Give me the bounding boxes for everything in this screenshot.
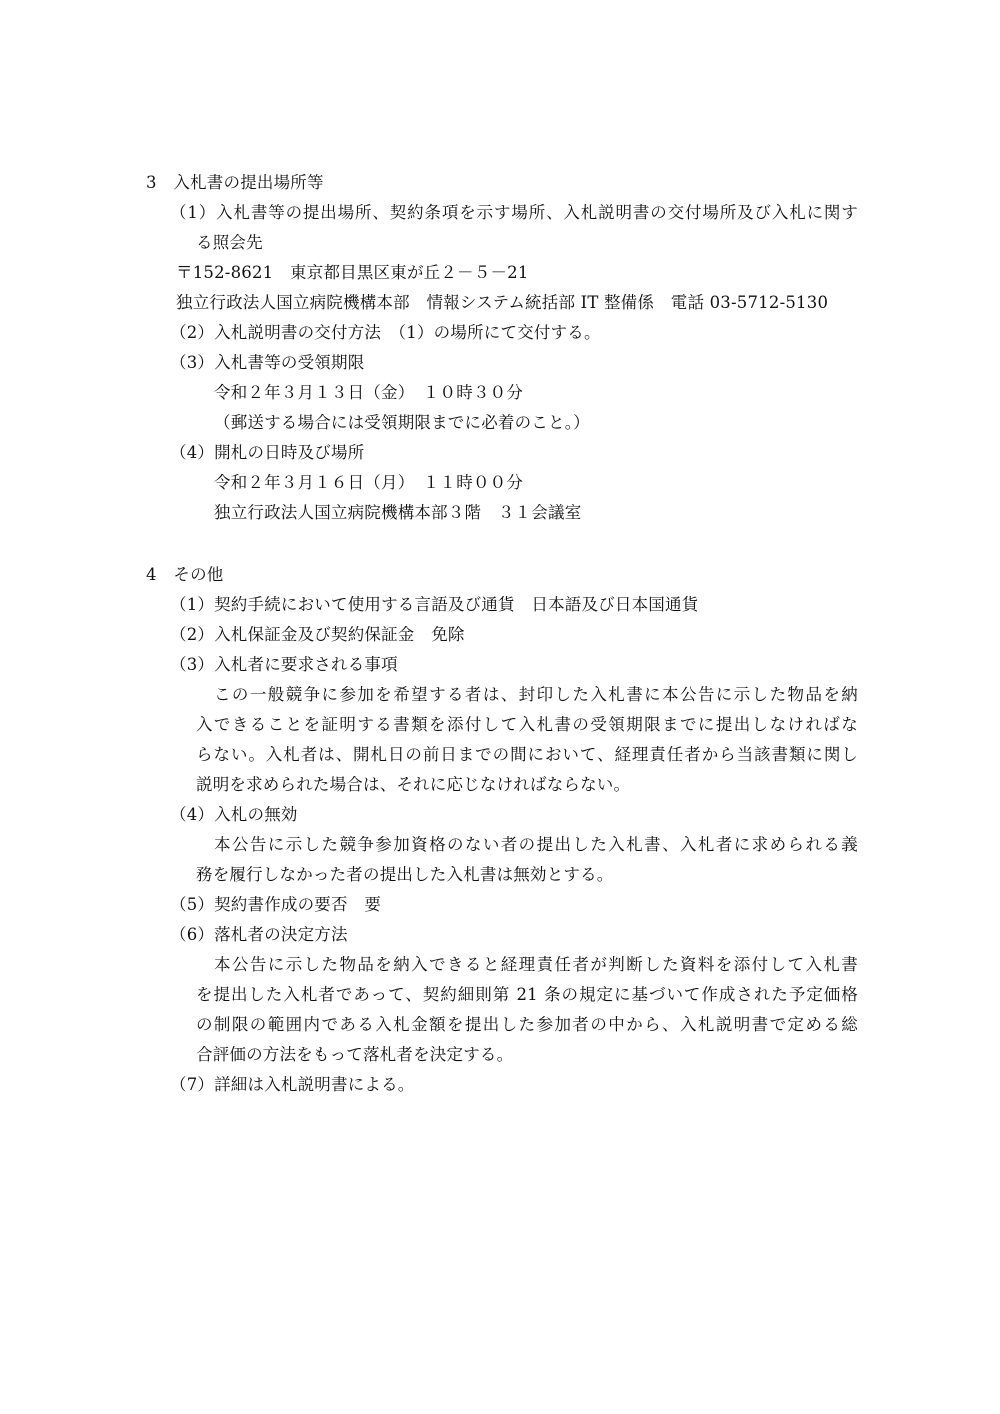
sec3-item3: （3）入札書等の受領期限 [170,353,365,372]
sec3-item1-line1: （1）入札書等の提出場所、契約条項を示す場所、入札説明書の交付場所及び入札に関す [170,203,858,222]
sec4-item3-para-line2: 入できることを証明する書類を添付して入札書の受領期限までに提出しなければな [196,715,858,734]
sec3-item3-deadline: 令和２年３月１３日（金） １０時３０分 [214,383,524,402]
sec4-item2: （2）入札保証金及び契約保証金 免除 [170,625,465,644]
sec3-item2: （2）入札説明書の交付方法 （1）の場所にて交付する。 [170,323,601,342]
sec3-organization: 独立行政法人国立病院機構本部 情報システム統括部 IT 整備係 電話 03-5712-5130 [176,293,829,312]
sec4-item1: （1）契約手続において使用する言語及び通貨 日本語及び日本国通貨 [170,595,699,614]
section-3-heading: 3 入札書の提出場所等 [146,173,324,192]
sec3-item3-note: （郵送する場合には受領期限までに必着のこと。） [214,413,590,432]
sec4-item3-para-line1: この一般競争に参加を希望する者は、封印した入札書に本公告に示した物品を納 [214,685,858,704]
sec4-item5: （5）契約書作成の要否 要 [170,895,382,914]
sec3-item4-place: 独立行政法人国立病院機構本部３階 ３１会議室 [214,503,582,522]
sec4-item4-para-line2: 務を履行しなかった者の提出した入札書は無効とする。 [196,865,614,884]
sec4-item6-para-line4: 合評価の方法をもって落札者を決定する。 [196,1045,514,1064]
sec4-item6-para-line1: 本公告に示した物品を納入できると経理責任者が判断した資料を添付して入札書 [214,955,858,974]
sec3-item4: （4）開札の日時及び場所 [170,443,365,462]
sec4-item3: （3）入札者に要求される事項 [170,655,398,674]
sec4-item3-para-line4: 説明を求められた場合は、それに応じなければならない。 [196,775,631,794]
sec4-item7: （7）詳細は入札説明書による。 [170,1075,415,1094]
sec4-item6-para-line2: を提出した入札者であって、契約細則第 21 条の規定に基づいて作成された予定価格 [196,985,858,1004]
sec3-address: 〒152-8621 東京都目黒区東が丘２－５－21 [176,263,529,282]
sec3-item4-datetime: 令和２年３月１６日（月） １１時００分 [214,473,524,492]
sec4-item4: （4）入札の無効 [170,805,298,824]
section-4-heading: 4 その他 [146,565,224,584]
sec4-item6: （6）落札者の決定方法 [170,925,348,944]
sec3-item1-line2: る照会先 [196,233,263,252]
sec4-item6-para-line3: の制限の範囲内である入札金額を提出した参加者の中から、入札説明書で定める総 [196,1015,858,1034]
sec4-item3-para-line3: らない。入札者は、開札日の前日までの間において、経理責任者から当該書類に関し [196,745,858,764]
sec4-item4-para-line1: 本公告に示した競争参加資格のない者の提出した入札書、入札者に求められる義 [214,835,858,854]
